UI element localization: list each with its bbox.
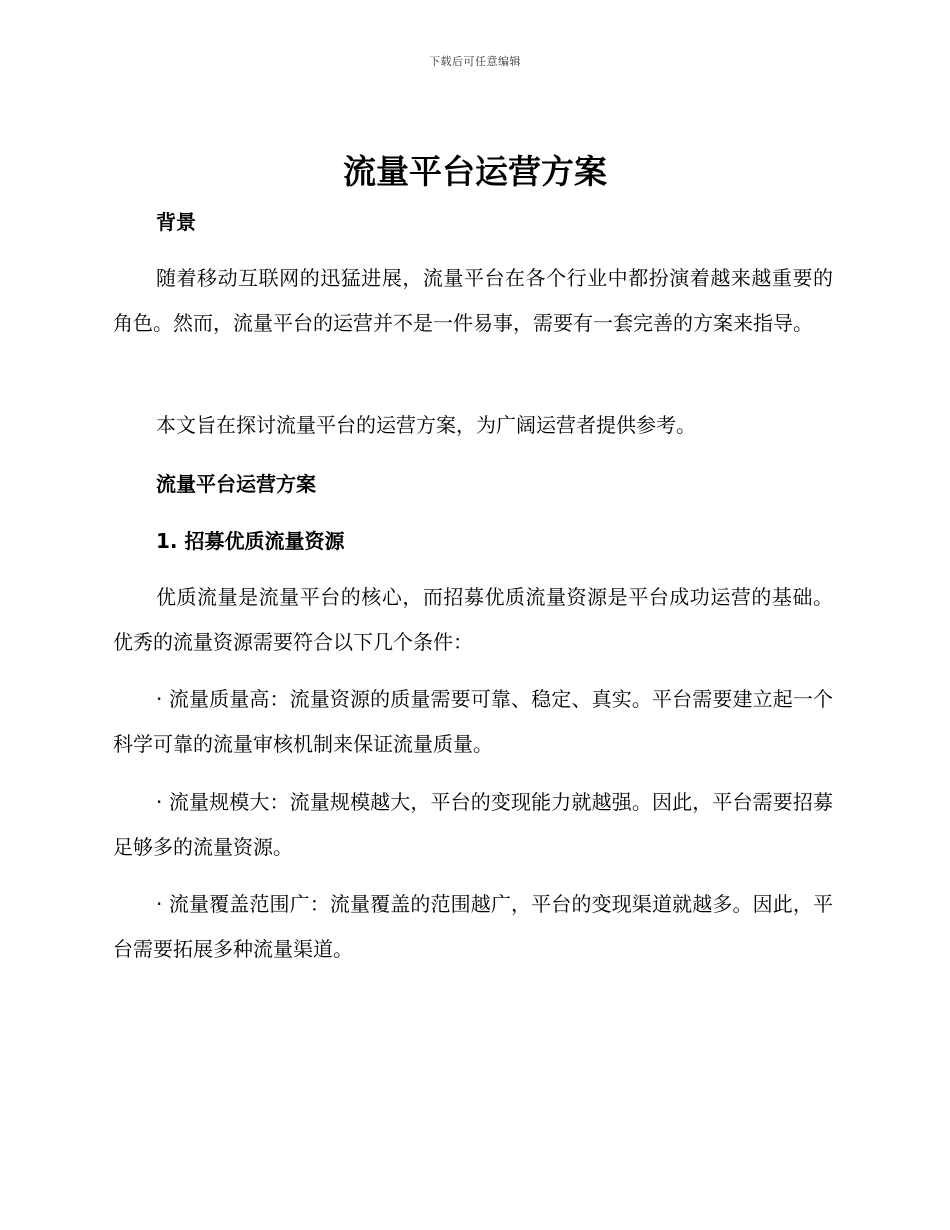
document-title: 流量平台运营方案 (343, 152, 607, 191)
bullet-item-scale: · 流量规模大：流量规模越大，平台的变现能力就越强。因此，平台需要招募足够多的流量资源。 (113, 790, 833, 859)
header-note: 下载后可任意编辑 (429, 55, 521, 68)
section-heading-plan: 流量平台运营方案 (156, 472, 316, 496)
bullet-item-coverage: · 流量覆盖范围广：流量覆盖的范围越广，平台的变现渠道就越多。因此，平台需要拓展多种流量渠道。 (113, 892, 833, 961)
paragraph-step1-intro: 优质流量是流量平台的核心，而招募优质流量资源是平台成功运营的基础。优秀的流量资源需要符合以下几个条件： (113, 585, 833, 654)
paragraph-background-2: 本文旨在探讨流量平台的运营方案，为广阔运营者提供参考。 (156, 413, 696, 437)
bullet-item-quality: · 流量质量高：流量资源的质量需要可靠、稳定、真实。平台需要建立起一个科学可靠的流量审核机制来保证流量质量。 (113, 687, 833, 756)
paragraph-background-1: 随着移动互联网的迅猛进展，流量平台在各个行业中都扮演着越来越重要的角色。然而，流量平台的运营并不是一件易事，需要有一套完善的方案来指导。 (113, 266, 833, 335)
subsection-heading-step1: 1. 招募优质流量资源 (156, 529, 345, 553)
section-heading-background: 背景 (156, 210, 196, 234)
